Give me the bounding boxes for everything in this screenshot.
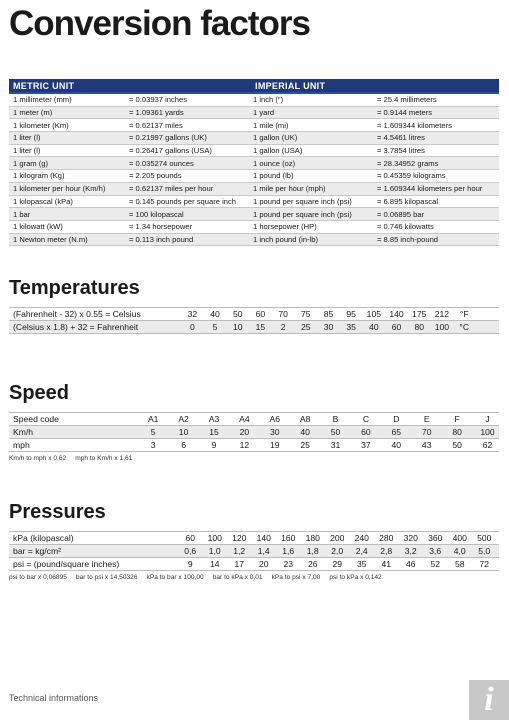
table-cell: 20 (258, 559, 269, 569)
imperial-unit-header: IMPERIAL UNIT (255, 80, 326, 91)
note-item: Km/h to mph x 0,62 (9, 455, 67, 462)
table-cell: 1 pound per square inch (psi) (253, 209, 352, 219)
table-cell: 2,0 (331, 546, 344, 556)
conversion-table-body (9, 94, 499, 246)
table-row (9, 170, 499, 183)
table-cell: 40 (300, 427, 310, 437)
table-cell: 1 liter (l) (13, 146, 41, 156)
table-cell: 15 (209, 427, 219, 437)
table-cell: 23 (283, 559, 294, 569)
table-cell: 3,6 (429, 546, 442, 556)
table-cell: 25 (300, 440, 310, 450)
table-cell: A3 (208, 414, 220, 424)
table-cell: = 6.895 kilopascal (377, 196, 439, 206)
table-cell: 100 (480, 427, 495, 437)
table-cell: A4 (239, 414, 250, 424)
table-cell: 31 (330, 440, 341, 450)
table-cell: 46 (405, 559, 416, 569)
table-cell: = 0.06895 bar (377, 209, 425, 219)
table-cell: 12 (239, 440, 250, 450)
table-cell: 1 gallon (USA) (253, 146, 303, 156)
table-cell: = 0.145 pounds per square inch (129, 196, 237, 206)
pressures-table (9, 531, 499, 571)
table-row (9, 234, 499, 247)
table-cell: = 3.7854 litres (377, 146, 425, 156)
table-cell: 50 (452, 440, 462, 450)
table-cell: 25 (301, 322, 311, 332)
table-cell: = 1.609344 kilometers (377, 120, 452, 130)
table-cell: 60 (391, 322, 402, 332)
table-row (9, 545, 499, 558)
table-cell: 70 (421, 427, 432, 437)
table-cell: 17 (234, 559, 245, 569)
table-cell: 4,0 (453, 546, 466, 556)
table-cell: = 28.34952 grams (377, 158, 439, 168)
table-cell: 1 kilometer (Km) (13, 120, 69, 130)
table-cell: 240 (354, 533, 369, 543)
table-cell: 1,6 (282, 546, 295, 556)
note-item: psi to kPa x 0,142 (329, 574, 382, 581)
table-cell: 1 kilopascal (kPa) (13, 196, 73, 206)
table-cell: 1 gram (g) (13, 158, 49, 168)
table-cell: 400 (452, 533, 467, 543)
table-cell: = 0.113 inch pound (129, 234, 194, 244)
table-cell: 280 (379, 533, 394, 543)
table-cell: 1 pound (lb) (253, 171, 294, 181)
table-cell: 2 (280, 322, 286, 332)
table-cell: = 1.09361 yards (129, 108, 184, 118)
table-cell: 40 (210, 309, 220, 319)
table-cell: = 4.5461 litres (377, 133, 425, 143)
table-cell: = 1.34 horsepower (129, 222, 193, 232)
table-cell: D (393, 414, 400, 424)
table-cell: 1 kilowatt (kW) (13, 222, 63, 232)
table-cell: = 0.26417 gallons (USA) (129, 146, 212, 156)
table-cell: 40 (391, 440, 402, 450)
table-cell: 1 bar (13, 209, 31, 219)
table-cell: 100 (434, 322, 450, 332)
table-cell: 5,0 (478, 546, 491, 556)
row-label: bar = kg/cm² (13, 546, 61, 556)
info-icon-glyph: i (484, 681, 494, 718)
table-cell: 52 (430, 559, 441, 569)
table-cell: 1 kilogram (Kg) (13, 171, 65, 181)
row-label: Speed code (13, 414, 59, 424)
table-cell: 1 pound per square inch (psi) (253, 196, 352, 206)
speed-title: Speed (9, 382, 70, 404)
table-cell: 2,4 (355, 546, 368, 556)
table-row (9, 157, 499, 170)
table-row (9, 531, 499, 545)
table-cell: 62 (482, 440, 493, 450)
table-cell: 32 (187, 309, 198, 319)
table-cell: = 8.85 inch-pound (377, 234, 439, 244)
speed-notes (9, 455, 141, 462)
table-cell: A2 (178, 414, 189, 424)
table-cell: 1 inch (") (253, 95, 284, 105)
note-item: mph to Km/h x 1,61 (75, 455, 133, 462)
table-cell: 1 liter (l) (13, 133, 41, 143)
table-row (9, 439, 499, 452)
table-cell: 60 (185, 533, 196, 543)
table-cell: 26 (307, 559, 318, 569)
table-cell: J (485, 414, 490, 424)
table-cell: 500 (477, 533, 492, 543)
table-cell: 1 horsepower (HP) (253, 222, 317, 232)
table-cell: 140 (256, 533, 271, 543)
table-cell: 40 (369, 322, 379, 332)
table-cell: 43 (421, 440, 432, 450)
table-cell: 200 (330, 533, 345, 543)
table-cell: 19 (269, 440, 280, 450)
table-row (9, 145, 499, 158)
table-cell: 58 (454, 559, 465, 569)
table-row (9, 132, 499, 145)
table-cell: = 25.4 millimeters (377, 95, 437, 105)
table-row (9, 412, 499, 426)
table-row (9, 221, 499, 234)
table-cell: 1 kilometer per hour (Km/h) (13, 184, 106, 194)
table-cell: = 0.21997 gallons (UK) (129, 133, 207, 143)
table-cell: A1 (147, 414, 159, 424)
table-cell: 1,0 (208, 546, 221, 556)
table-cell: 140 (389, 309, 404, 319)
table-cell: = 2.205 pounds (129, 171, 182, 181)
conversion-table-header (9, 79, 499, 94)
table-row (9, 426, 499, 439)
table-cell: = 0.62137 miles per hour (129, 184, 214, 194)
table-cell: = 0.03937 inches (129, 95, 188, 105)
table-cell: 75 (301, 309, 311, 319)
table-cell: 1 yard (253, 108, 275, 118)
note-item: bar to kPa x 0,01 (212, 574, 263, 581)
table-cell: 0,6 (184, 546, 197, 556)
note-item: psi to bar x 0,06895 (9, 574, 67, 581)
table-cell: 15 (255, 322, 266, 332)
table-cell: 0 (189, 322, 195, 332)
table-cell: 65 (391, 427, 402, 437)
table-cell: 37 (361, 440, 371, 450)
table-cell: 95 (346, 309, 356, 319)
table-cell: 60 (361, 427, 371, 437)
table-cell: A8 (299, 414, 311, 424)
table-cell: 1 gallon (UK) (253, 133, 298, 143)
unit-label: °C (459, 322, 470, 332)
table-cell: = 1.609344 kilometers per hour (377, 184, 483, 194)
table-cell: 6 (181, 440, 186, 450)
table-cell: 1 meter (m) (13, 108, 53, 118)
temperatures-title: Temperatures (9, 277, 140, 299)
table-cell: 85 (323, 309, 334, 319)
table-cell: 1,8 (306, 546, 319, 556)
table-cell: 30 (269, 427, 280, 437)
table-cell: = 0.9144 meters (377, 108, 433, 118)
row-label: (Fahrenheit - 32) x 0.55 = Celsius (13, 309, 141, 319)
table-cell: 1 mile (mi) (253, 120, 289, 130)
table-cell: 60 (255, 309, 266, 319)
table-cell: 5 (212, 322, 218, 332)
table-cell: 80 (452, 427, 462, 437)
table-row (9, 558, 499, 571)
pressures-notes (9, 574, 391, 581)
table-cell: 1,2 (233, 546, 246, 556)
table-cell: E (423, 414, 430, 424)
note-item: bar to psi x 14,50326 (75, 574, 138, 581)
table-cell: 1 inch pound (in-lb) (253, 234, 319, 244)
table-cell: 10 (178, 427, 189, 437)
table-cell: 212 (434, 309, 450, 319)
row-label: (Celsius x 1.8) + 32 = Fahrenheit (13, 322, 139, 332)
row-label: psi = (pound/square inches) (13, 559, 120, 569)
footer-text: Technical informations (9, 693, 99, 703)
table-cell: 80 (414, 322, 424, 332)
row-label: kPa (kilopascal) (13, 533, 74, 543)
table-cell: 360 (428, 533, 443, 543)
unit-label: °F (459, 309, 469, 319)
table-cell: 5 (150, 427, 156, 437)
table-cell: 180 (305, 533, 320, 543)
table-cell: = 100 kilopascal (129, 209, 184, 219)
table-cell: F (454, 414, 460, 424)
table-cell: 2,8 (380, 546, 393, 556)
table-cell: B (332, 414, 339, 424)
table-cell: 35 (346, 322, 356, 332)
table-cell: A6 (269, 414, 281, 424)
table-cell: 70 (278, 309, 288, 319)
table-cell: 41 (381, 559, 392, 569)
table-cell: 10 (232, 322, 243, 332)
table-cell: 9 (211, 440, 217, 450)
table-cell: 1 mile per hour (mph) (253, 184, 326, 194)
row-label: mph (13, 440, 30, 450)
table-row (9, 119, 499, 132)
table-cell: 1,4 (257, 546, 270, 556)
table-cell: 50 (232, 309, 243, 319)
table-cell: 320 (403, 533, 418, 543)
table-row (9, 183, 499, 196)
table-cell: = 0.45359 kilograms (377, 171, 446, 181)
table-cell: 160 (281, 533, 296, 543)
table-cell: 3,2 (404, 546, 417, 556)
table-cell: = 0.746 kilowatts (377, 222, 434, 232)
table-cell: 35 (356, 559, 367, 569)
table-cell: 1 millimeter (mm) (13, 95, 72, 105)
table-cell: 100 (207, 533, 222, 543)
note-item: kPa to bar x 100,00 (146, 574, 204, 581)
table-row (9, 196, 499, 209)
table-cell: C (362, 414, 370, 424)
table-row (9, 321, 499, 334)
table-row (9, 208, 499, 221)
table-cell: 29 (332, 559, 343, 569)
table-cell: 175 (412, 309, 427, 319)
conversion-table (9, 79, 499, 246)
table-cell: 14 (209, 559, 220, 569)
table-cell: 3 (150, 440, 156, 450)
pressures-title: Pressures (9, 501, 106, 523)
table-cell: 30 (323, 322, 334, 332)
temperatures-table (9, 307, 499, 334)
table-cell: 1 Newton meter (N.m) (13, 234, 88, 244)
metric-unit-header: METRIC UNIT (13, 80, 75, 91)
table-cell: = 0.62137 miles (129, 120, 183, 130)
table-cell: 9 (187, 559, 193, 569)
note-item: kPa to psi x 7,00 (271, 574, 321, 581)
page-title: Conversion factors (9, 4, 310, 43)
row-label: Km/h (13, 427, 34, 437)
table-cell: 1 ounce (oz) (253, 158, 296, 168)
table-cell: = 0.035274 ounces (129, 158, 194, 168)
table-cell: 50 (330, 427, 341, 437)
table-cell: 72 (479, 559, 490, 569)
info-icon (469, 680, 509, 720)
speed-table (9, 412, 499, 452)
table-row (9, 107, 499, 120)
table-cell: 120 (232, 533, 247, 543)
table-cell: 20 (239, 427, 250, 437)
table-cell: 105 (366, 309, 382, 319)
table-row (9, 307, 499, 321)
table-row (9, 94, 499, 107)
